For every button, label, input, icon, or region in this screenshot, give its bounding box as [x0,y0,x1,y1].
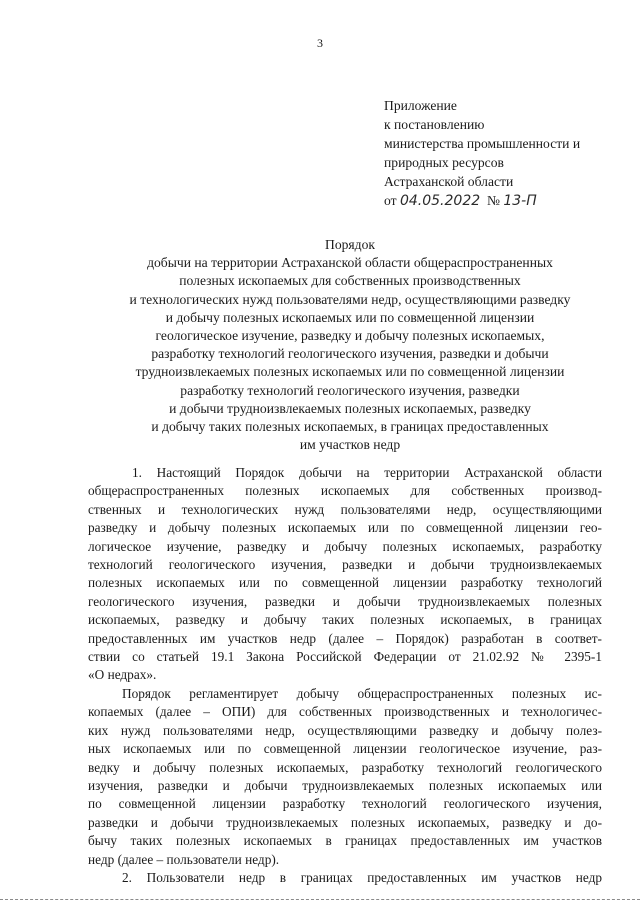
appendix-line: природных ресурсов [384,155,504,170]
body-line: 2. Пользователи недр в границах предоставленных им участков недр [122,869,602,885]
paragraph-3 [88,869,602,887]
paragraph-1 [88,464,602,685]
body-line: полезных ископаемых или по совмещенной лицензии разработку технологий [88,575,602,591]
body-line: ископаемых, разведку и добычу таких полезных ископаемых, в границах [88,612,602,628]
document-body [88,464,602,887]
body-line: предоставленных им участков недр (далее – Порядок) разработан в соответ- [88,630,602,646]
body-line: ведку и добычу полезных ископаемых, разработку технологий геологического [88,759,602,775]
title-line: им участков недр [299,437,401,453]
body-line: разведку и добычу полезных ископаемых или по совмещенной лицензии гео- [88,520,602,536]
body-line: 1. Настоящий Порядок добычи на территории Астраханской области [132,465,602,480]
body-line: ких нужд пользователями недр, осуществляющими разведку и добычу полез- [88,722,602,738]
body-line: логическое изучение, разведку и добычу полезных ископаемых, разработку [88,538,602,554]
body-line: геологического изучения, разведки и добычи трудноизвлекаемых полезных [88,593,602,609]
title-line: разработку технологий геологического изучения, разведки [180,382,520,398]
title-line: и технологических нужд пользователями недр, осуществляющими разведку [129,291,571,307]
appendix-block [384,96,624,211]
document-title [60,236,640,454]
appendix-line: Астраханской области [384,174,514,189]
title-line: разработку технологий геологического изучения, разведки и добычи [151,346,549,362]
title-line: и добычу полезных ископаемых или по совмещенной лицензии [165,309,535,325]
body-line: технологий геологического изучения, разведки и добычи трудноизвлекаемых [88,557,602,573]
body-line: Порядок регламентирует добычу общераспространенных полезных ис- [122,685,602,701]
title-line: добычи на территории Астраханской области общераспространенных [147,255,553,271]
body-line: изучения, разведки и добычи трудноизвлекаемых полезных ископаемых или [88,777,602,793]
appendix-line: министерства промышленности и [384,136,581,151]
page-bottom-edge [0,899,640,900]
handwritten-date: 04.05.2022 [399,193,481,209]
paragraph-2 [88,685,602,869]
body-line: общераспространенных полезных ископаемых для собственных производ- [88,483,602,499]
handwritten-number: 13-П [503,193,537,209]
body-line: ственных и технологических нужд пользователями недр, осуществляющими [88,501,602,517]
body-line: ных ископаемых или по совмещенной лицензии геологическое изучение, раз- [88,741,602,757]
date-prefix: от [384,193,397,208]
body-line: ствии со статьей 19.1 Закона Российской Федерации от 21.02.92 № 2395-1 [88,649,602,665]
body-line: копаемых (далее – ОПИ) для собственных производственных и технологичес- [88,704,602,720]
appendix-line: к постановлению [384,117,485,132]
page-number: 3 [317,36,323,50]
body-line: недр (далее – пользователи недр). [88,851,280,867]
body-line: разведки и добычи трудноизвлекаемых полезных ископаемых, разведку и до- [88,814,602,830]
title-line: геологическое изучение, разведку и добычу полезных ископаемых, [155,328,545,344]
body-line: бычу таких полезных ископаемых в границах предоставленных им участков [88,833,602,849]
appendix-line: Приложение [384,98,457,113]
title-line: полезных ископаемых для собственных производственных [179,273,521,289]
appendix-date-line [384,191,624,211]
title-line: и добычи трудноизвлекаемых полезных ископаемых, разведку [169,400,531,416]
title-line: трудноизвлекаемых полезных ископаемых или по совмещенной лицензии [135,364,565,380]
body-line: «О недрах». [88,667,157,683]
number-prefix: № [486,193,500,208]
title-line: и добычу таких полезных ископаемых, в границах предоставленных [151,419,549,435]
title-line: Порядок [325,237,375,252]
body-line: по совмещенной лицензии разработку технологий геологического изучения, [88,796,602,812]
